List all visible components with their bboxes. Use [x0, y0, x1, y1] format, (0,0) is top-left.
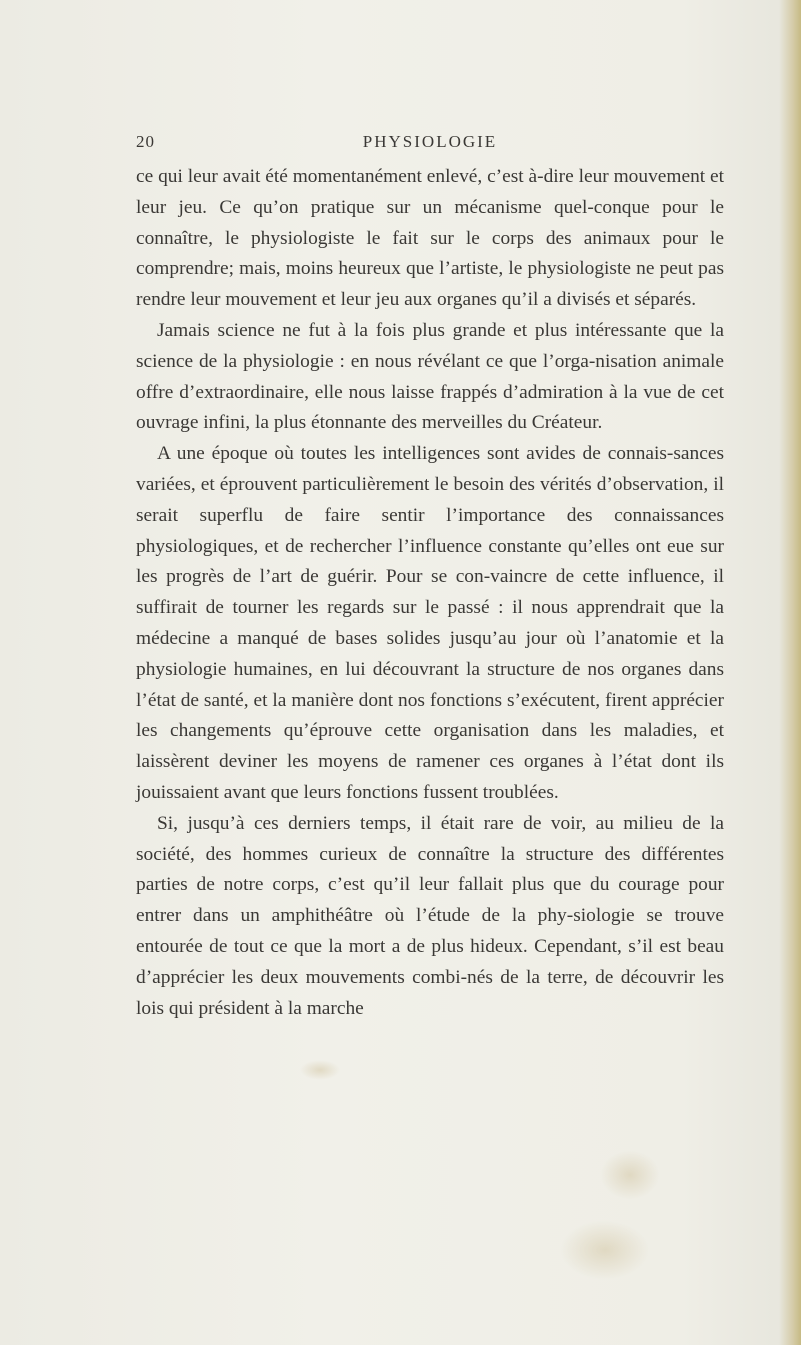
body-text [136, 162, 724, 1024]
page-header [136, 132, 724, 158]
paragraph: A une époque où toutes les intelligences sont avides de connais-sances variées, et éprouvent particulièrement le besoin des vérités d’observation, il serait superflu de faire sentir l’importance des connaissances physiologiques, et de rechercher l’influence constante qu’elles ont eue sur les progrès de l’art de guérir. Pour se con-vaincre de cette influence, il suffirait de tourner les regards sur le passé : il nous apprendrait que la médecine a manqué de bases solides jusqu’au jour où l’anatomie et la physiologie humaines, en lui découvrant la structure de nos organes dans l’état de santé, et la manière dont nos fonctions s’exécutent, firent apprécier les changements qu’éprouve cette organisation dans les maladies, et laissèrent deviner les moyens de ramener ces organes à l’état dont ils jouissaient avant que leurs fonctions fussent troublées. [136, 443, 724, 803]
paragraph: ce qui leur avait été momentanément enlevé, c’est à-dire leur mouvement et leur jeu. Ce qu’on pratique sur un mécanisme quel-conque pour le connaître, le physiologiste le fait sur le corps des animaux pour le comprendre; mais, moins heureux que l’artiste, le physiologiste ne peut pas rendre leur mouvement et leur jeu aux organes qu’il a divisés et séparés. [136, 166, 724, 311]
paragraph: Si, jusqu’à ces derniers temps, il était rare de voir, au milieu de la société, des hommes curieux de connaître la structure des différentes parties de notre corps, c’est qu’il leur fallait plus que du courage pour entrer dans un amphithéâtre où l’étude de la phy-siologie se trouve entourée de tout ce que la mort a de plus hideux. Cependant, s’il est beau d’apprécier les deux mouvements combi-nés de la terre, de découvrir les lois qui président à la marche [136, 812, 724, 1019]
page-edge-discoloration [779, 0, 801, 1345]
paper-stain [600, 1150, 660, 1200]
paper-stain [300, 1060, 340, 1080]
page-number: 20 [136, 132, 155, 151]
paragraph: Jamais science ne fut à la fois plus grande et plus intéressante que la science de la physiologie : en nous révélant ce que l’orga-nisation animale offre d’extraordinaire, elle nous laisse frappés d’admiration à la vue de cet ouvrage infini, la plus étonnante des merveilles du Créateur. [136, 319, 724, 434]
paper-stain [560, 1220, 650, 1280]
running-title: PHYSIOLOGIE [362, 132, 498, 151]
